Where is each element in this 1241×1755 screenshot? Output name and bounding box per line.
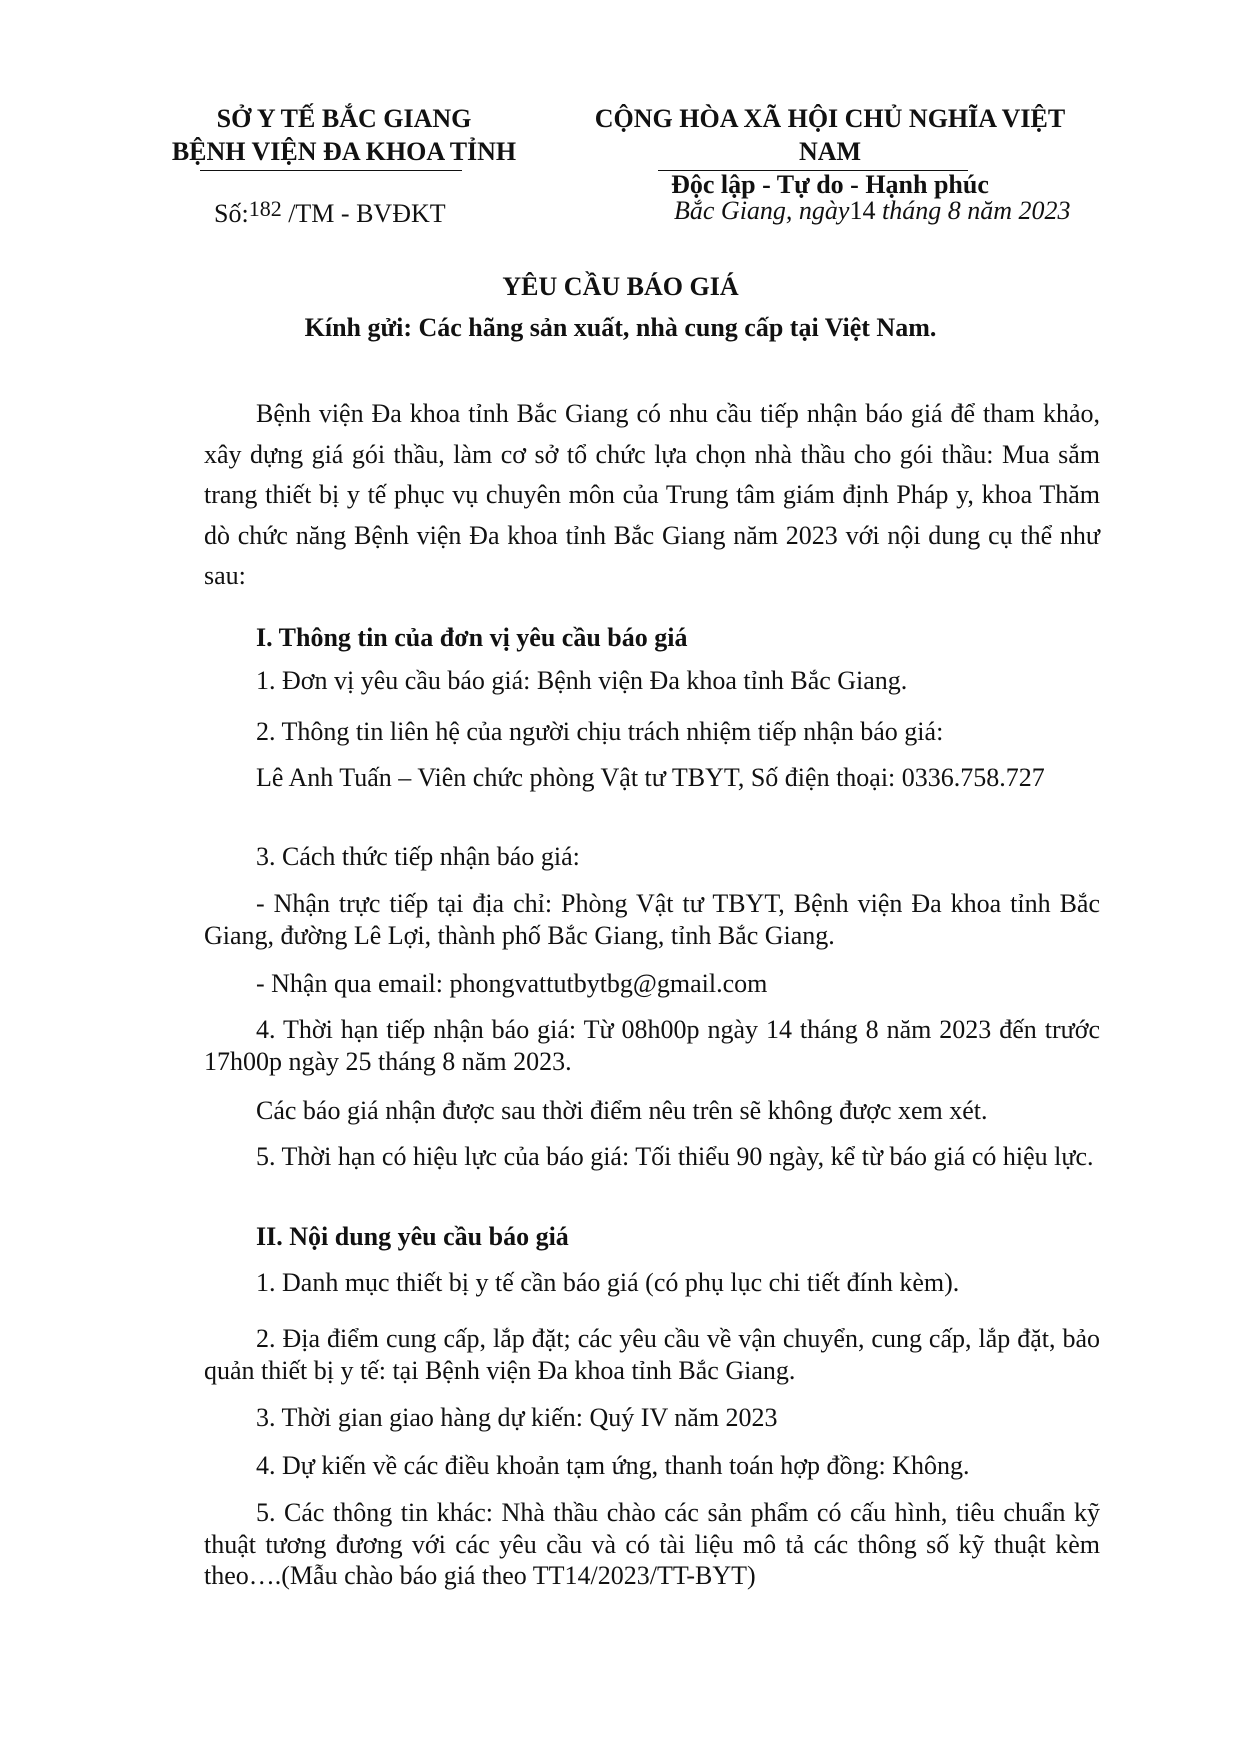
national-motto	[570, 102, 1090, 201]
agency-parent: SỞ Y TẾ BẮC GIANG	[216, 104, 472, 133]
section2-item: 1. Danh mục thiết bị y tế cần báo giá (có phụ lục chi tiết đính kèm).	[256, 1268, 960, 1297]
section2-heading: II. Nội dung yêu cầu báo giá	[256, 1222, 569, 1251]
section2-item: 5. Các thông tin khác: Nhà thầu chào các sản phẩm có cấu hình, tiêu chuẩn kỹ thuật tương đương với các yêu cầu và có tài liệu mô tả các thông số kỹ thuật kèm theo….(Mẫu chào báo giá theo TT14/2023/TT-BYT)	[204, 1498, 1100, 1590]
section1-item: 2. Thông tin liên hệ của người chịu trách nhiệm tiếp nhận báo giá:	[256, 717, 944, 746]
agency-underline	[200, 170, 462, 171]
agency-name: BỆNH VIỆN ĐA KHOA TỈNH	[171, 137, 517, 166]
section1-item: 4. Thời hạn tiếp nhận báo giá: Từ 08h00p ngày 14 tháng 8 năm 2023 đến trước 17h00p ngày 25 tháng 8 năm 2023.	[204, 1015, 1100, 1076]
motto-underline	[658, 170, 968, 171]
section1-heading: I. Thông tin của đơn vị yêu cầu báo giá	[256, 623, 688, 652]
document-title: YÊU CẦU BÁO GIÁ	[502, 272, 739, 301]
section1-item: 3. Cách thức tiếp nhận báo giá:	[256, 842, 580, 871]
issuing-agency	[144, 102, 544, 168]
section1-item: Lê Anh Tuấn – Viên chức phòng Vật tư TBYT, Số điện thoại: 0336.758.727	[256, 763, 1045, 792]
date-day: 14	[849, 196, 876, 225]
recipient: Kính gửi: Các hãng sản xuất, nhà cung cấp tại Việt Nam.	[304, 313, 937, 342]
section1-item: - Nhận trực tiếp tại địa chỉ: Phòng Vật tư TBYT, Bệnh viện Đa khoa tỉnh Bắc Giang, đường Lê Lợi, thành phố Bắc Giang, tỉnh Bắc Giang.	[204, 889, 1100, 950]
document-number: Số:$^{182}$ /TM - BVĐKT	[214, 196, 446, 228]
intro-paragraph: Bệnh viện Đa khoa tỉnh Bắc Giang có nhu cầu tiếp nhận báo giá để tham khảo, xây dựng giá gói thầu, làm cơ sở tổ chức lựa chọn nhà thầu cho gói thầu: Mua sắm trang thiết bị y tế phục vụ chuyên môn của Trung tâm giám định Pháp y, khoa Thăm dò chức năng Bệnh viện Đa khoa tỉnh Bắc Giang năm 2023 với nội dung cụ thể như sau:	[204, 399, 1100, 591]
motto: Độc lập - Tự do - Hạnh phúc	[671, 170, 989, 199]
section1-item: 1. Đơn vị yêu cầu báo giá: Bệnh viện Đa khoa tỉnh Bắc Giang.	[256, 666, 908, 695]
country-name: CỘNG HÒA XÃ HỘI CHỦ NGHĨA VIỆT NAM	[594, 104, 1066, 166]
section2-item: 4. Dự kiến về các điều khoản tạm ứng, thanh toán hợp đồng: Không.	[256, 1451, 970, 1480]
section2-item: 2. Địa điểm cung cấp, lắp đặt; các yêu cầu về vận chuyển, cung cấp, lắp đặt, bảo quản thiết bị y tế: tại Bệnh viện Đa khoa tỉnh Bắc Giang.	[204, 1324, 1100, 1385]
number-value: 182	[248, 196, 282, 221]
section1-item: - Nhận qua email: phongvattutbytbg@gmail.com	[256, 969, 768, 998]
section2-item: 3. Thời gian giao hàng dự kiến: Quý IV năm 2023	[256, 1403, 778, 1432]
section1-item: Các báo giá nhận được sau thời điểm nêu trên sẽ không được xem xét.	[256, 1096, 988, 1125]
section1-item: 5. Thời hạn có hiệu lực của báo giá: Tối thiểu 90 ngày, kể từ báo giá có hiệu lực.	[256, 1142, 1094, 1171]
document-date: Bắc Giang, ngày14 tháng 8 năm 2023	[674, 196, 1071, 225]
